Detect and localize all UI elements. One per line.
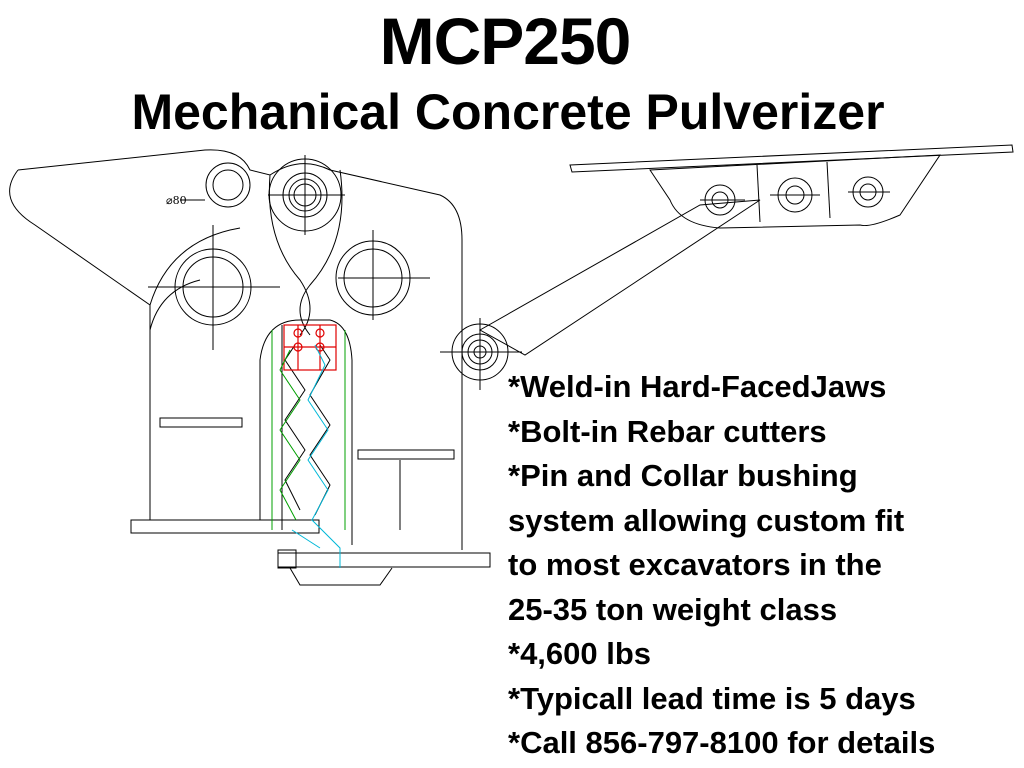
base-plate-left [131,520,319,533]
right-slot [358,450,454,459]
spec-line: *Weld-in Hard-FacedJaws [508,369,887,404]
spec-line: 25-35 ton weight class [508,591,838,627]
spec-line: *Bolt-in Rebar cutters [508,413,827,449]
spec-line: system allowing custom fit [508,502,905,538]
mounting-plate [570,145,1013,172]
base-plate-right [278,553,490,567]
spec-line: *Call 856-797-8100 for details [508,725,936,760]
jaw-outline-cyan [292,345,340,568]
left-arm-outline [10,170,150,520]
page-subtitle: Mechanical Concrete Pulverizer [131,84,885,140]
left-body [150,280,200,520]
left-slot [160,418,242,427]
jaw-outline-green [272,330,345,530]
spec-line: to most excavators in the [508,547,882,582]
spec-list [508,365,1024,766]
dimension-label: ⌀80 [166,194,187,207]
spec-line: *4,600 lbs [508,636,652,671]
upper-frame-outline [18,150,462,550]
spec-line: *Pin and Collar bushing [508,458,858,493]
spec-line: *Typicall lead time is 5 days [508,680,916,716]
linkage-arm [480,200,760,355]
page-title: MCP250 [379,4,631,78]
